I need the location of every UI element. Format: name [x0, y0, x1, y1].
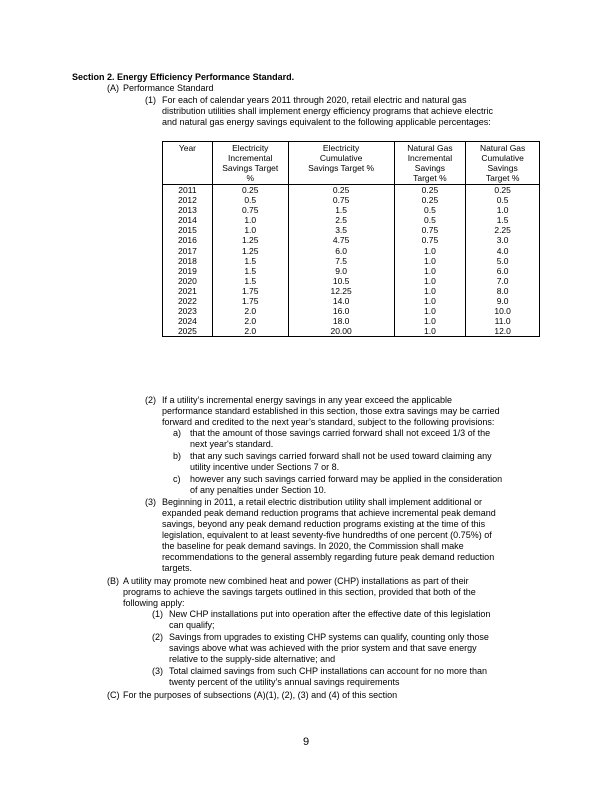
- paragraph-line: Beginning in 2011, a retail electric distribution utility shall implement additional or: [162, 497, 483, 507]
- cell-year: 2015: [163, 225, 213, 235]
- header-electricity-cumulative: [288, 142, 394, 185]
- cell-year: 2011: [163, 185, 213, 196]
- paragraph-line: For each of calendar years 2011 through 2020, retail electric and natural gas: [162, 95, 467, 105]
- paragraph-line: relative to the supply-side alternative; and: [169, 654, 336, 664]
- paragraph-line: twenty percent of the utility’s annual savings requirements: [169, 677, 400, 687]
- paragraph-line: savings, beyond any peak demand reduction programs existing at the time of this: [162, 519, 486, 529]
- subsection-c-text: For the purposes of subsections (A)(1), (2), (3) and (4) of this section: [123, 690, 398, 700]
- paragraph-line: New CHP installations put into operation after the effective date of this legislation: [169, 609, 491, 619]
- cell-gas-incremental: 0.75: [394, 235, 466, 245]
- table-row: [163, 286, 540, 296]
- section-title: Section 2. Energy Efficiency Performance Standard.: [72, 72, 295, 82]
- cell-elec-incremental: 1.75: [212, 286, 288, 296]
- table-row: [163, 266, 540, 276]
- paragraph-line: expanded peak demand reduction programs that achieve incremental peak demand: [162, 508, 496, 518]
- cell-gas-incremental: 1.0: [394, 286, 466, 296]
- table-row: [163, 246, 540, 256]
- cell-year: 2013: [163, 205, 213, 215]
- cell-year: 2021: [163, 286, 213, 296]
- cell-gas-cumulative: 8.0: [466, 286, 540, 296]
- cell-elec-cumulative: 7.5: [288, 256, 394, 266]
- header-line: Savings Target %: [308, 163, 375, 173]
- cell-gas-cumulative: 6.0: [466, 266, 540, 276]
- header-natural-gas-cumulative: [466, 142, 540, 185]
- cell-gas-incremental: 1.0: [394, 326, 466, 337]
- header-line: %: [246, 173, 255, 183]
- table-row: [163, 215, 540, 225]
- cell-gas-incremental: 0.25: [394, 185, 466, 196]
- paragraph-line: Savings from upgrades to existing CHP systems can qualify, counting only those: [169, 632, 489, 642]
- cell-elec-cumulative: 12.25: [288, 286, 394, 296]
- cell-gas-cumulative: 11.0: [466, 316, 540, 326]
- paragraph-a3-text: [162, 497, 542, 574]
- paragraph-line: that any such savings carried forward shall not be used toward claiming any: [190, 451, 492, 461]
- header-line: Year: [178, 143, 197, 153]
- cell-elec-cumulative: 20.00: [288, 326, 394, 337]
- provision-c-label: c): [173, 474, 181, 484]
- cell-elec-incremental: 0.75: [212, 205, 288, 215]
- table-header-row: [163, 142, 540, 185]
- cell-year: 2025: [163, 326, 213, 337]
- cell-elec-cumulative: 0.75: [288, 195, 394, 205]
- cell-gas-incremental: 1.0: [394, 296, 466, 306]
- cell-gas-cumulative: 7.0: [466, 276, 540, 286]
- cell-gas-cumulative: 0.5: [466, 195, 540, 205]
- cell-gas-cumulative: 2.25: [466, 225, 540, 235]
- subsection-c-label: (C): [107, 690, 120, 700]
- paragraph-line: If a utility’s incremental energy savings in any year exceed the applicable: [162, 395, 452, 405]
- paragraph-line: legislation, equivalent to at least seventy-five hundredths of one percent (0.75%) of: [162, 530, 492, 540]
- cell-gas-incremental: 0.75: [394, 225, 466, 235]
- cell-gas-cumulative: 1.0: [466, 205, 540, 215]
- table-row: [163, 225, 540, 235]
- subsection-b-text: [123, 576, 543, 609]
- table-body: [163, 185, 540, 337]
- cell-elec-incremental: 1.5: [212, 266, 288, 276]
- cell-year: 2018: [163, 256, 213, 266]
- paragraph-line: of any penalties under Section 10.: [190, 485, 327, 495]
- cell-elec-cumulative: 14.0: [288, 296, 394, 306]
- header-electricity-incremental: [212, 142, 288, 185]
- cell-elec-incremental: 2.0: [212, 306, 288, 316]
- cell-gas-incremental: 1.0: [394, 266, 466, 276]
- cell-elec-cumulative: 10.5: [288, 276, 394, 286]
- paragraph-line: however any such savings carried forward may be applied in the consideration: [190, 474, 503, 484]
- cell-year: 2022: [163, 296, 213, 306]
- header-line: Natural Gas: [479, 143, 526, 153]
- cell-year: 2024: [163, 316, 213, 326]
- paragraph-a3-label: (3): [145, 497, 156, 507]
- cell-year: 2014: [163, 215, 213, 225]
- cell-gas-incremental: 0.5: [394, 205, 466, 215]
- cell-gas-incremental: 0.25: [394, 195, 466, 205]
- table-row: [163, 185, 540, 196]
- cell-gas-cumulative: 0.25: [466, 185, 540, 196]
- page-number: 9: [302, 736, 310, 748]
- paragraph-line: can qualify;: [169, 620, 215, 630]
- paragraph-line: utility incentive under Sections 7 or 8.: [190, 462, 340, 472]
- cell-year: 2023: [163, 306, 213, 316]
- paragraph-a2-text: [162, 395, 542, 428]
- header-line: Target %: [413, 173, 447, 183]
- cell-elec-incremental: 1.75: [212, 296, 288, 306]
- paragraph-a1-label: (1): [145, 95, 156, 105]
- cell-elec-cumulative: 16.0: [288, 306, 394, 316]
- header-line: Cumulative: [319, 153, 363, 163]
- header-line: Electricity: [322, 143, 360, 153]
- cell-gas-cumulative: 1.5: [466, 215, 540, 225]
- cell-gas-incremental: 1.0: [394, 256, 466, 266]
- cell-elec-cumulative: 2.5: [288, 215, 394, 225]
- cell-year: 2020: [163, 276, 213, 286]
- table-row: [163, 276, 540, 286]
- paragraph-line: the baseline for peak demand savings. In 2020, the Commission shall make: [162, 541, 464, 551]
- cell-elec-cumulative: 0.25: [288, 185, 394, 196]
- cell-gas-incremental: 1.0: [394, 276, 466, 286]
- header-line: Incremental: [407, 153, 453, 163]
- paragraph-line: recommendations to the general assembly regarding future peak demand reduction: [162, 552, 495, 562]
- provision-c-text: [190, 474, 560, 496]
- paragraph-line: forward and credited to the next year’s standard, subject to the following provisions:: [162, 417, 495, 427]
- subsection-b-label: (B): [107, 576, 119, 586]
- performance-standard-table: [162, 141, 540, 337]
- cell-elec-cumulative: 4.75: [288, 235, 394, 245]
- cell-year: 2019: [163, 266, 213, 276]
- header-line: Savings: [487, 163, 518, 173]
- header-line: Natural Gas: [407, 143, 453, 153]
- paragraph-line: savings above what was achieved with the prior system and that save energy: [169, 643, 477, 653]
- table-row: [163, 296, 540, 306]
- paragraph-line: and natural gas energy savings equivalent to the following applicable percentages:: [162, 117, 491, 127]
- cell-elec-incremental: 2.0: [212, 316, 288, 326]
- paragraph-line: following apply:: [123, 598, 185, 608]
- paragraph-line: next year's standard.: [190, 439, 274, 449]
- cell-gas-cumulative: 4.0: [466, 246, 540, 256]
- cell-gas-incremental: 1.0: [394, 306, 466, 316]
- cell-elec-cumulative: 18.0: [288, 316, 394, 326]
- header-line: Target %: [485, 173, 520, 183]
- provision-b-label: b): [173, 451, 182, 461]
- condition-b3-text: [169, 666, 539, 688]
- header-natural-gas-incremental: [394, 142, 466, 185]
- table-row: [163, 326, 540, 337]
- table-row: [163, 195, 540, 205]
- paragraph-line: A utility may promote new combined heat and power (CHP) installations as part of their: [123, 576, 469, 586]
- cell-gas-incremental: 0.5: [394, 215, 466, 225]
- table-row: [163, 235, 540, 245]
- cell-elec-cumulative: 3.5: [288, 225, 394, 235]
- cell-elec-cumulative: 6.0: [288, 246, 394, 256]
- paragraph-line: distribution utilities shall implement energy efficiency programs that achieve electric: [162, 106, 493, 116]
- subsection-a-title: Performance Standard: [123, 83, 214, 93]
- paragraph-a1-text: [162, 95, 542, 128]
- cell-elec-incremental: 2.0: [212, 326, 288, 337]
- cell-elec-incremental: 1.0: [212, 225, 288, 235]
- provision-a-label: a): [173, 428, 182, 438]
- header-line: Incremental: [228, 153, 273, 163]
- header-line: Electricity: [232, 143, 269, 153]
- cell-elec-incremental: 1.0: [212, 215, 288, 225]
- paragraph-line: that the amount of those savings carried forward shall not exceed 1/3 of the: [190, 428, 491, 438]
- cell-year: 2012: [163, 195, 213, 205]
- cell-elec-cumulative: 9.0: [288, 266, 394, 276]
- cell-elec-incremental: 1.5: [212, 276, 288, 286]
- header-line: Cumulative: [481, 153, 524, 163]
- provision-b-text: [190, 451, 550, 473]
- paragraph-line: programs to achieve the savings targets outlined in this section, provided that both of the: [123, 587, 476, 597]
- cell-gas-cumulative: 3.0: [466, 235, 540, 245]
- table-row: [163, 256, 540, 266]
- cell-elec-incremental: 1.25: [212, 235, 288, 245]
- provision-a-text: [190, 428, 550, 450]
- paragraph-line: performance standard established in this section, those extra savings may be carried: [162, 406, 500, 416]
- cell-elec-incremental: 1.5: [212, 256, 288, 266]
- cell-elec-incremental: 0.25: [212, 185, 288, 196]
- header-line: Savings Target: [222, 163, 279, 173]
- cell-year: 2017: [163, 246, 213, 256]
- condition-b1-label: (1): [152, 609, 163, 619]
- cell-year: 2016: [163, 235, 213, 245]
- table-row: [163, 205, 540, 215]
- header-year: [163, 142, 213, 185]
- cell-gas-cumulative: 12.0: [466, 326, 540, 337]
- subsection-a-label: (A): [107, 83, 119, 93]
- cell-gas-cumulative: 5.0: [466, 256, 540, 266]
- cell-gas-incremental: 1.0: [394, 246, 466, 256]
- cell-elec-incremental: 1.25: [212, 246, 288, 256]
- condition-b3-label: (3): [152, 666, 163, 676]
- paragraph-line: Total claimed savings from such CHP installations can account for no more than: [169, 666, 487, 676]
- cell-gas-incremental: 1.0: [394, 316, 466, 326]
- condition-b2-label: (2): [152, 632, 163, 642]
- header-line: Savings: [414, 163, 446, 173]
- cell-gas-cumulative: 10.0: [466, 306, 540, 316]
- condition-b1-text: [169, 609, 539, 631]
- cell-gas-cumulative: 9.0: [466, 296, 540, 306]
- paragraph-line: targets.: [162, 563, 193, 573]
- table-row: [163, 316, 540, 326]
- condition-b2-text: [169, 632, 539, 665]
- cell-elec-incremental: 0.5: [212, 195, 288, 205]
- cell-elec-cumulative: 1.5: [288, 205, 394, 215]
- paragraph-a2-label: (2): [145, 395, 156, 405]
- table-row: [163, 306, 540, 316]
